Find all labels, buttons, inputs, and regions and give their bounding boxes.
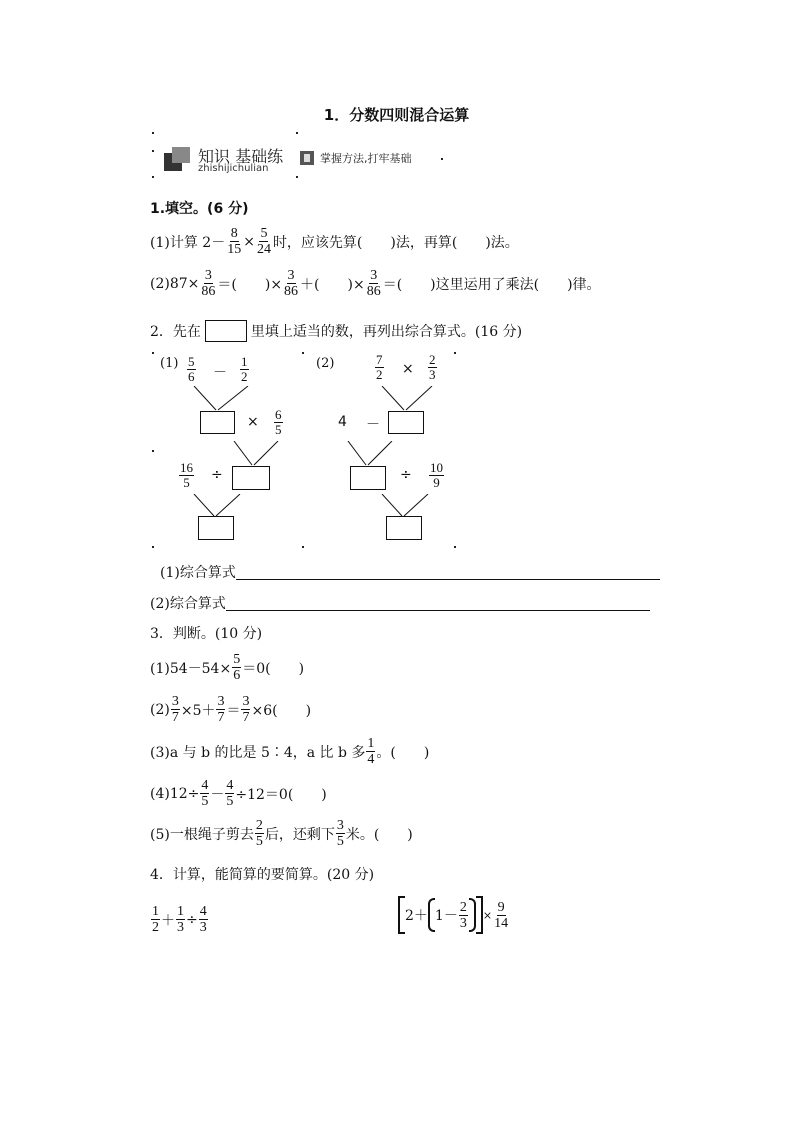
fraction-1-3: $\frac{1}{3}$ bbox=[177, 904, 184, 935]
fraction-4-5: $\frac{4}{5}$ bbox=[226, 778, 234, 809]
q4-expression-1 bbox=[150, 904, 209, 935]
q2-answer-1 bbox=[160, 562, 660, 582]
tree-2-branch-lines bbox=[378, 386, 442, 412]
page-title: 1．分数四则混合运算 bbox=[323, 106, 470, 124]
q3-item-3 bbox=[150, 736, 429, 767]
fraction-2-5: $\frac{2}{5}$ bbox=[255, 818, 263, 849]
q2-answer-2 bbox=[150, 593, 650, 613]
fraction-3-7: $\frac{3}{7}$ bbox=[171, 694, 179, 725]
times-sign: × bbox=[243, 233, 255, 250]
q3-item-1 bbox=[150, 652, 304, 683]
banner-logo-icon bbox=[164, 147, 190, 171]
q3-item-5-part: 后，还剩下 bbox=[264, 826, 335, 843]
q3-item-5-suffix: 米。( ) bbox=[345, 826, 413, 843]
answer-box[interactable] bbox=[200, 411, 235, 434]
q1-item-1-suffix: 时，应该先算( )法，再算( )法。 bbox=[272, 234, 519, 251]
tree-1-branch-lines bbox=[190, 494, 250, 518]
q3-item-2-prefix: (2) bbox=[150, 701, 170, 718]
right-bracket bbox=[476, 896, 483, 934]
q3-item-2 bbox=[150, 694, 311, 725]
banner-subtitle: 掌握方法,打牢基础 bbox=[320, 152, 412, 165]
q3-item-4-suffix: ÷12＝0( ) bbox=[235, 786, 327, 803]
fraction-4-5: $\frac{4}{5}$ bbox=[201, 778, 209, 809]
q3-item-2-part: ＝ bbox=[226, 702, 241, 719]
fraction-3-86: $\frac{3}{86}$ bbox=[284, 268, 299, 299]
fraction-4-3: $\frac{4}{3}$ bbox=[199, 904, 207, 935]
q3-item-3-suffix: 。( ) bbox=[376, 744, 430, 761]
fraction-5-6: $\frac{5}{6}$ bbox=[233, 652, 241, 683]
fraction-1-2: $\frac{1}{2}$ bbox=[241, 354, 248, 384]
q1-item-1 bbox=[150, 226, 519, 257]
q1-heading: 1.填空。(6 分) bbox=[150, 201, 249, 217]
answer-box[interactable] bbox=[386, 516, 422, 540]
q3-item-5-prefix: (5)一根绳子剪去 bbox=[150, 826, 254, 843]
fraction-16-5: $\frac{16}{5}$ bbox=[180, 460, 193, 490]
q1-item-2 bbox=[150, 268, 601, 299]
answer-line[interactable] bbox=[226, 596, 650, 611]
divide-sign: ÷ bbox=[186, 911, 198, 928]
fraction-5-24: $\frac{5}{24}$ bbox=[256, 226, 271, 257]
answer-line[interactable] bbox=[236, 565, 660, 580]
fraction-10-9: $\frac{10}{9}$ bbox=[430, 460, 443, 490]
q3-item-2-suffix: ×6( ) bbox=[251, 702, 312, 719]
fraction-3-5: $\frac{3}{5}$ bbox=[336, 818, 344, 849]
fraction-1-2: $\frac{1}{2}$ bbox=[152, 904, 159, 935]
times-sign: × bbox=[402, 361, 414, 377]
minus-sign: － bbox=[366, 417, 380, 433]
tree-1-branch-lines bbox=[228, 441, 288, 467]
minus-sign: － bbox=[213, 365, 227, 381]
answer-box[interactable] bbox=[198, 516, 234, 540]
expression-part: 2＋ bbox=[405, 908, 428, 924]
q3-item-4 bbox=[150, 778, 327, 809]
times-sign: × bbox=[247, 414, 259, 430]
banner-title: 知识 基础练 bbox=[198, 147, 284, 166]
fraction-3-86: $\frac{3}{86}$ bbox=[366, 268, 381, 299]
times-sign: × bbox=[482, 908, 493, 922]
banner-square-icon bbox=[300, 151, 314, 165]
tree-2-branch-lines bbox=[342, 441, 402, 467]
answer-box[interactable] bbox=[350, 466, 386, 490]
q3-heading: 3．判断。(10 分) bbox=[150, 626, 263, 642]
q2-heading-suffix: 里填上适当的数，再列出综合算式。(16 分) bbox=[250, 324, 523, 340]
q2-heading bbox=[150, 320, 522, 342]
fraction-9-14: $\frac{9}{14}$ bbox=[494, 899, 509, 931]
number-four: 4 bbox=[338, 414, 347, 430]
left-bracket bbox=[398, 896, 405, 934]
fraction-3-7: $\frac{3}{7}$ bbox=[242, 694, 250, 725]
q1-item-2-prefix: (2)87× bbox=[150, 275, 200, 292]
q2-heading-prefix: 2．先在 bbox=[150, 324, 201, 340]
banner-pinyin: zhishijichulian bbox=[198, 163, 269, 174]
fraction-7-2: $\frac{7}{2}$ bbox=[376, 352, 383, 382]
left-paren bbox=[428, 898, 435, 932]
fraction-6-5: $\frac{6}{5}$ bbox=[275, 407, 282, 437]
q1-item-1-prefix: (1)计算 2－ bbox=[150, 234, 226, 251]
tree-1-branch-lines bbox=[190, 386, 260, 412]
fraction-3-86: $\frac{3}{86}$ bbox=[201, 268, 216, 299]
expression-part: 1－ bbox=[434, 908, 458, 924]
right-paren bbox=[469, 898, 476, 932]
answer-box-sample bbox=[205, 320, 247, 342]
tree-2-label: (2) bbox=[316, 356, 335, 371]
divide-sign: ÷ bbox=[211, 467, 223, 483]
minus-sign: － bbox=[210, 786, 225, 803]
fraction-8-15: $\frac{8}{15}$ bbox=[227, 226, 242, 257]
q1-item-2-part: ＝( )× bbox=[217, 276, 283, 293]
fraction-3-7: $\frac{3}{7}$ bbox=[217, 694, 225, 725]
q2-answer-2-label: (2)综合算式 bbox=[150, 596, 226, 612]
divide-sign: ÷ bbox=[400, 467, 412, 483]
q1-item-2-part: ＋( )× bbox=[300, 276, 365, 293]
fraction-1-4: $\frac{1}{4}$ bbox=[367, 736, 375, 767]
fraction-2-3: $\frac{2}{3}$ bbox=[459, 899, 467, 931]
q4-heading: 4．计算，能简算的要简算。(20 分) bbox=[150, 867, 375, 883]
answer-box[interactable] bbox=[388, 411, 424, 434]
answer-box[interactable] bbox=[232, 466, 270, 490]
q3-item-3-prefix: (3)a 与 b 的比是 5∶4，a 比 b 多 bbox=[150, 744, 366, 761]
q3-item-1-prefix: (1)54－54× bbox=[150, 660, 232, 677]
q3-item-5 bbox=[150, 818, 413, 849]
q4-expression-2 bbox=[398, 896, 510, 934]
fraction-2-3: $\frac{2}{3}$ bbox=[429, 352, 436, 382]
q1-item-2-suffix: ＝( )这里运用了乘法( )律。 bbox=[382, 276, 601, 293]
q3-item-1-suffix: ＝0( ) bbox=[242, 660, 305, 677]
q3-item-2-part: ×5＋ bbox=[180, 702, 216, 719]
q2-answer-1-label: (1)综合算式 bbox=[160, 565, 236, 581]
tree-1-label: (1) bbox=[160, 356, 179, 371]
plus-sign: ＋ bbox=[161, 912, 175, 929]
fraction-5-6: $\frac{5}{6}$ bbox=[188, 354, 195, 384]
tree-2-branch-lines bbox=[378, 494, 438, 518]
q3-item-4-prefix: (4)12÷ bbox=[150, 785, 200, 802]
